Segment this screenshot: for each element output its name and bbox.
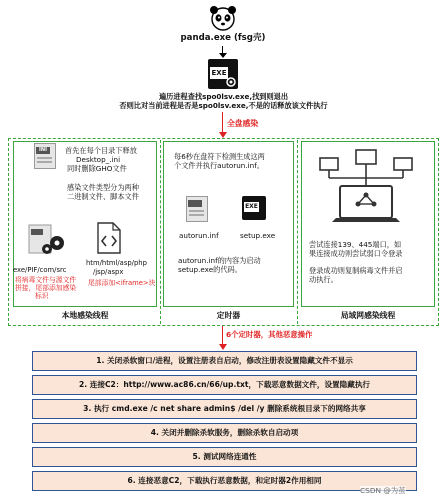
scan-line-1: 遍历进程查找spo0lsv.exe,找到则退出 (158, 92, 289, 101)
exe-icon: EXE (208, 59, 238, 89)
lan-text-3: 登录成功则复制病毒文件并启 (309, 266, 403, 275)
script-file-icon (96, 222, 122, 254)
full-infect-label: 全盘感染 (227, 119, 259, 128)
network-icon (318, 148, 414, 228)
step-4: 4. 关闭并删除杀软服务，删除杀软自启动项 (32, 423, 417, 443)
type-text-2: 二进制文件、脚本文件 (67, 192, 139, 201)
autorun-doc-icon (186, 196, 208, 222)
panda-icon (208, 3, 238, 33)
lan-text-1: 尝试连接139、445端口，如 (309, 240, 402, 249)
ini-doc-icon: INI (34, 143, 56, 169)
binary-file-gears-icon (27, 221, 69, 257)
arrow-head (219, 53, 227, 58)
lan-text-2: 果连接成功则尝试弱口令登录 (309, 249, 403, 258)
timer-title: 定时器 (216, 311, 241, 320)
step-2: 2. 连接C2：http://www.ac86.cn/66/up.txt，下载恶意数据文件，设置隐藏执行 (32, 375, 417, 395)
autorun-label: autorun.inf (179, 231, 219, 240)
local-text-1: 首先在每个目录下释放 (65, 146, 137, 155)
local-text-2: Desktop_.ini (76, 155, 121, 164)
local-thread-title: 本地感染线程 (61, 311, 109, 320)
local-text-3: 同时删除GHO文件 (67, 164, 127, 173)
step-3: 3. 执行 cmd.exe /c net share admin$ /del /y 删除系统根目录下的网络共享 (32, 399, 417, 419)
binary-types: exe/PIF/com/src (13, 266, 67, 274)
timer-arrow-head (219, 344, 227, 350)
panda-label: panda.exe (fsg壳) (180, 33, 266, 43)
setup-exe-icon: EXE (242, 196, 266, 220)
timer-note-1: autorun.inf的内容为启动 (178, 256, 261, 265)
binary-note-1: 将病毒文件与源文件 (15, 276, 77, 284)
script-note: 尾部添加<iframe>块 (88, 279, 156, 287)
binary-note-2: 拼接，尾部添加感染 (15, 284, 77, 292)
setup-label: setup.exe (240, 231, 276, 240)
divider-right (297, 140, 298, 324)
step-1: 1. 关闭杀软窗口/进程，设置注册表自启动，修改注册表设置隐藏文件不显示 (32, 351, 417, 371)
divider-left (160, 140, 161, 324)
timer-note-2: setup.exe的代码。 (178, 265, 242, 274)
watermark: CSDN @为茧 (360, 486, 406, 495)
timer-arrow-line (222, 326, 223, 346)
infect-arrow-line (222, 112, 223, 134)
lan-text-4: 动执行。 (309, 275, 338, 284)
lan-thread-title: 局域网感染线程 (340, 311, 396, 320)
script-types-1: htm/html/asp/php (86, 259, 147, 267)
type-text-1: 感染文件类型分为两种 (67, 183, 139, 192)
script-types-2: /jsp/aspx (93, 268, 124, 276)
step-5: 5. 测试网络连通性 (32, 447, 417, 467)
timer-text-1: 每6秒在盘符下检测生成这两 (174, 152, 265, 161)
timer-arrow-label: 6个定时器，其他恶意操作 (226, 330, 313, 339)
binary-note-3: 标识 (35, 292, 49, 300)
scan-line-2: 否则比对当前进程是否是spo0lsv.exe,不是的话释放该文件执行 (119, 101, 328, 110)
step-6: 6. 连接恶意C2，下载执行恶意数据，和定时器2作用相同 (32, 471, 417, 491)
timer-text-2: 个文件并执行autorun.inf。 (174, 161, 264, 170)
